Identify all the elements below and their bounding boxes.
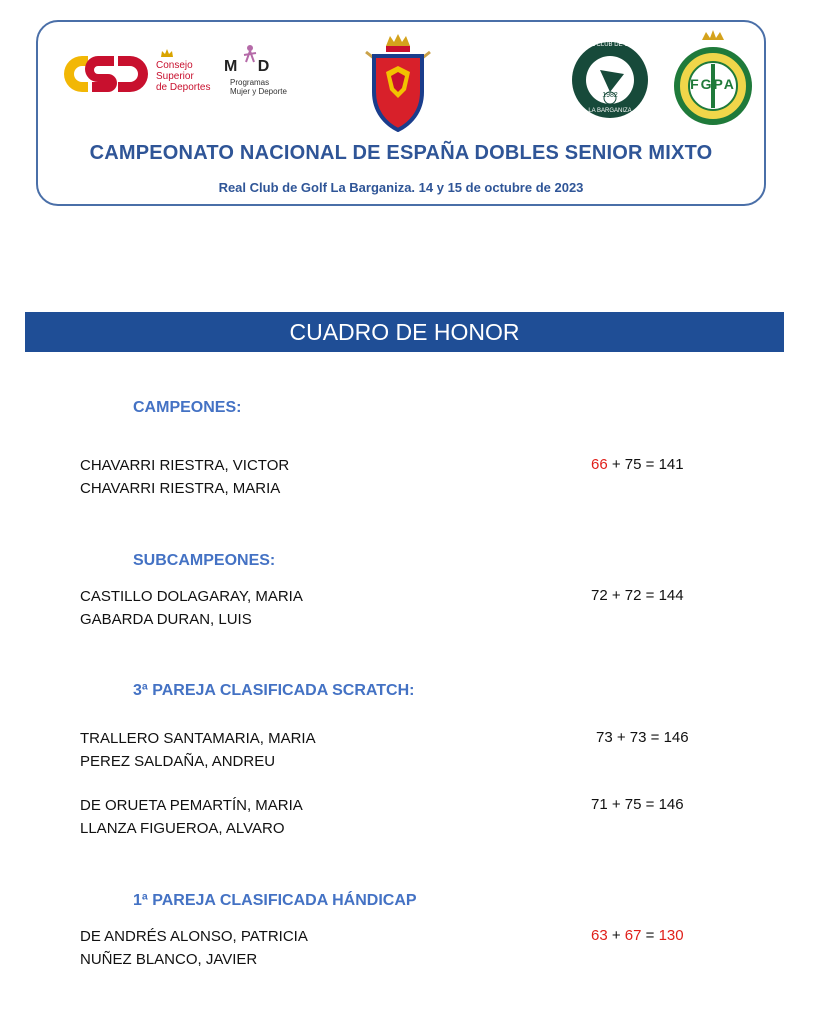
csd-mark-icon (52, 48, 152, 100)
fgpa-letters: FGPA (690, 76, 736, 92)
pair-score: 72 + 72 = 144 (591, 587, 684, 604)
round-2-score: 67 (624, 927, 642, 944)
section-title-campeones: CAMPEONES: (133, 399, 242, 416)
round-2-score: 75 (624, 456, 642, 473)
pair-score: 73 + 73 = 146 (596, 729, 689, 746)
round-1-score: 72 (591, 587, 608, 604)
pair-score: 66 + 75 = 141 (591, 456, 684, 473)
event-title: CAMPEONATO NACIONAL DE ESPAÑA DOBLES SENIOR MIXTO (89, 142, 713, 164)
player-name: CHAVARRI RIESTRA, MARIA (80, 480, 281, 497)
round-1-score: 66 (591, 456, 608, 473)
section-title-primera-handicap: 1ª PAREJA CLASIFICADA HÁNDICAP (133, 892, 417, 909)
round-2-score: 75 (624, 796, 642, 813)
round-1-score: 73 (596, 729, 613, 746)
round-2-score: 72 (624, 587, 642, 604)
md-subtitle (230, 78, 287, 96)
csd-text (156, 60, 210, 93)
round-2-score: 73 (629, 729, 647, 746)
barganiza-year: 1982 (602, 92, 618, 99)
player-name: CASTILLO DOLAGARAY, MARIA (80, 588, 303, 605)
csd-line-3: de Deportes (156, 82, 211, 93)
pair-names (80, 454, 289, 500)
cuadro-de-honor-banner: CUADRO DE HONOR (25, 312, 784, 352)
player-name: PEREZ SALDAÑA, ANDREU (80, 753, 276, 770)
csd-line-1: Consejo (156, 60, 193, 71)
player-name: CHAVARRI RIESTRA, VICTOR (80, 457, 290, 474)
csd-line-2: Superior (156, 71, 194, 82)
barganiza-bottom-text: LA BARGANIZA (588, 108, 632, 114)
round-1-score: 71 (591, 796, 608, 813)
player-name: DE ANDRÉS ALONSO, PATRICIA (80, 928, 308, 945)
section-title-subcampeones: SUBCAMPEONES: (133, 552, 276, 569)
md-line-1: Programas (230, 78, 270, 87)
barganiza-top-text: REAL CLUB DE GOLF (579, 42, 641, 48)
pair-score: 63 + 67 = 130 (591, 927, 684, 944)
pair-names (80, 794, 303, 840)
player-name: TRALLERO SANTAMARIA, MARIA (80, 730, 316, 747)
player-name: NUÑEZ BLANCO, JAVIER (80, 951, 258, 968)
pair-names (80, 585, 303, 631)
total-score: 144 (658, 587, 684, 604)
player-name: GABARDA DURAN, LUIS (80, 611, 252, 628)
csd-logo (52, 48, 212, 100)
section-title-tercera-scratch: 3ª PAREJA CLASIFICADA SCRATCH: (133, 682, 415, 699)
fgpa-logo (674, 30, 752, 126)
total-score: 146 (658, 796, 684, 813)
crown-icon (160, 48, 174, 58)
md-line-2: Mujer y Deporte (230, 87, 287, 96)
total-score: 146 (663, 729, 689, 746)
barganiza-club-logo (570, 40, 650, 120)
mujer-deporte-logo (224, 44, 294, 104)
total-score: 141 (658, 456, 684, 473)
pair-score: 71 + 75 = 146 (591, 796, 684, 813)
pair-names (80, 925, 308, 971)
event-subtitle: Real Club de Golf La Barganiza. 14 y 15 de octubre de 2023 (218, 180, 584, 195)
rfeg-shield-logo (360, 32, 436, 132)
rfeg-shield-icon (360, 32, 436, 132)
md-letters: M D (224, 58, 278, 75)
pair-names (80, 727, 316, 773)
player-name: LLANZA FIGUEROA, ALVARO (80, 820, 285, 837)
event-header (36, 20, 766, 206)
player-name: DE ORUETA PEMARTÍN, MARIA (80, 797, 303, 814)
round-1-score: 63 (591, 927, 608, 944)
total-score: 130 (658, 927, 684, 944)
